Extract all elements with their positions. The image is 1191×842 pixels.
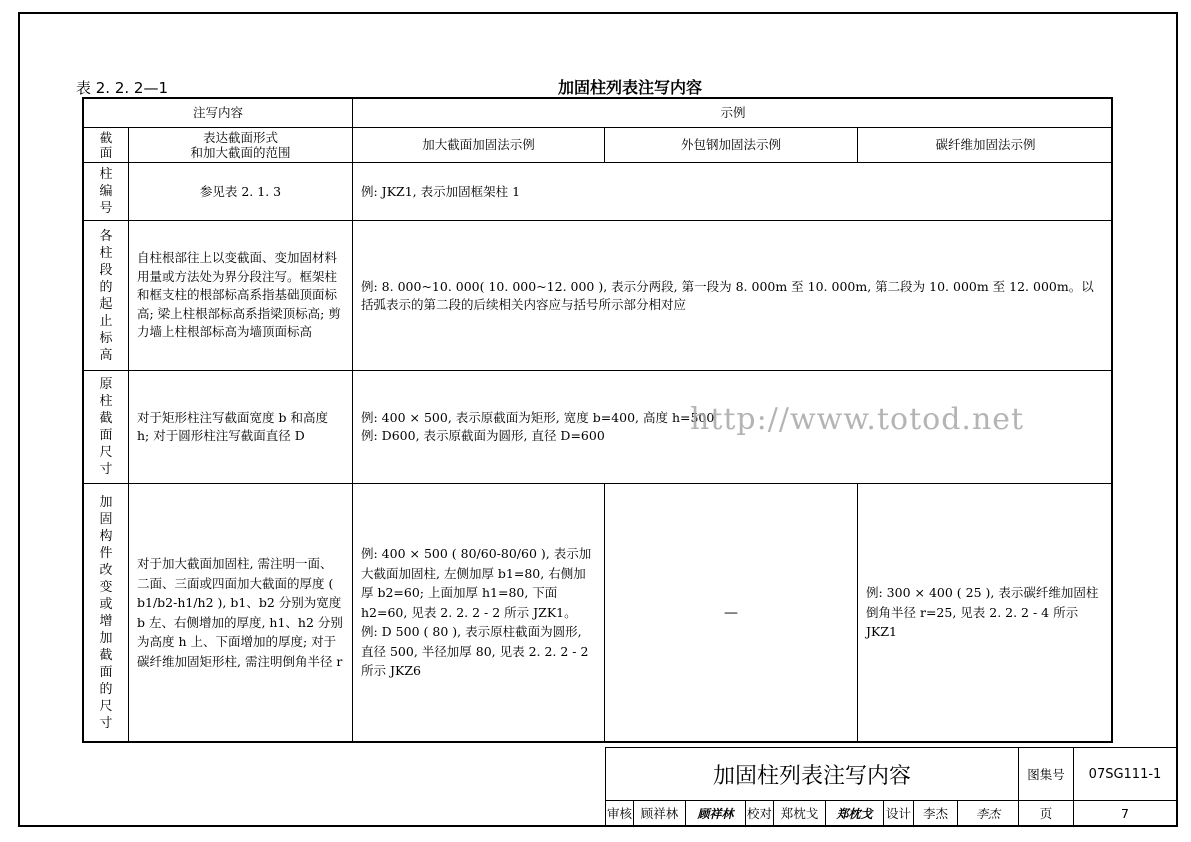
row-ex2-strengthened-section: — [605, 484, 858, 741]
page-number: 7 [1121, 805, 1129, 821]
row-ex1-strengthened-section: 例: 400 × 500 ( 80/60-80/60 ), 表示加大截面加固柱, 左侧加厚 b1=80, 右侧加厚 b2=60; 上面加厚 h1=80, 下面 h2=60, 见表 2. 2. 2 - 2 所示 JZK1。 例: D 500 ( 80 ), 表示原柱截面为圆形, 直径 500, 半径加厚 80, 见表 2. 2. 2 - 2 所示 JKZ6 [353, 484, 605, 741]
atlas-number: 07SG111-1 [1074, 748, 1176, 801]
header-col-item: 截面 [84, 128, 129, 163]
checker-signature: 郑枕戈 [826, 801, 884, 825]
reviewer-signature: 顾祥林 [686, 801, 746, 825]
row-item-strengthened-section: 加固构件改变或增加截面的尺寸 [84, 484, 129, 741]
watermark-url: http://www.totod.net [690, 402, 1025, 437]
header-group-right: 示例 [353, 99, 1113, 128]
example-line-round: 例: D600, 表示原截面为圆形, 直径 D=600 [361, 428, 605, 443]
row-ex3-strengthened-section: 例: 300 × 400 ( 25 ), 表示碳纤维加固柱倒角半径 r=25, 见表 2. 2. 2 - 4 所示 JKZ1 [866, 585, 1099, 640]
designer-signature: 李杰 [958, 801, 1019, 825]
header-group-left: 注写内容 [84, 99, 353, 128]
header-col-ex3: 碳纤维加固法示例 [858, 128, 1113, 163]
design-label: 设计 [884, 801, 914, 825]
reviewer-name: 顾祥林 [634, 801, 686, 825]
example-line-rect: 例: 400 × 500, 表示原截面为矩形, 宽度 b=400, 高度 h=500 [361, 410, 715, 425]
table-title: 加固柱列表注写内容 [557, 78, 702, 97]
header-col-ex1: 加大截面加固法示例 [353, 128, 605, 163]
check-label: 校对 [746, 801, 774, 825]
row-item-column-id: 柱编号 [84, 163, 129, 221]
row-desc-original-section: 对于矩形柱注写截面宽度 b 和高度 h; 对于圆形柱注写截面直径 D [129, 371, 353, 484]
row-example-elevation: 例: 8. 000~10. 000( 10. 000~12. 000 ), 表示分两段, 第一段为 8. 000m 至 10. 000m, 第二段为 10. 000m 至 12. 000m。以括弧表示的第二段的后续相关内容应与括号所示部分相对应 [353, 221, 1113, 371]
review-label: 审核 [606, 801, 634, 825]
checker-name: 郑枕戈 [774, 801, 826, 825]
title-block [605, 747, 1178, 827]
row-desc-column-id: 参见表 2. 1. 3 [129, 163, 353, 221]
atlas-label: 图集号 [1019, 748, 1074, 801]
row-example-column-id: 例: JKZ1, 表示加固框架柱 1 [353, 163, 1113, 221]
header-col-desc: 表达截面形式 和加大截面的范围 [129, 128, 353, 163]
title-block-title: 加固柱列表注写内容 [606, 748, 1019, 801]
row-desc-elevation: 自柱根部往上以变截面、变加固材料用量或方法处为界分段注写。框架柱和框支柱的根部标高系指基础顶面标高; 梁上柱根部标高系指梁顶标高; 剪力墙上柱根部标高为墙顶面标高 [129, 221, 353, 371]
page-label: 页 [1019, 801, 1074, 825]
header-col-ex2: 外包钢加固法示例 [605, 128, 858, 163]
table-number: 表 2. 2. 2—1 [76, 79, 169, 97]
row-desc-strengthened-section: 对于加大截面加固柱, 需注明一面、二面、三面或四面加大截面的厚度 ( b1/b2-h1/h2 ), b1、b2 分别为宽度 b 左、右侧增加的厚度, h1、h2 分别为高度 h 上、下面增加的厚度; 对于碳纤维加固矩形柱, 需注明倒角半径 r [129, 484, 353, 741]
row-item-elevation: 各柱段的起止标高 [84, 221, 129, 371]
row-item-original-section: 原柱截面尺寸 [84, 371, 129, 484]
designer-name: 李杰 [914, 801, 958, 825]
